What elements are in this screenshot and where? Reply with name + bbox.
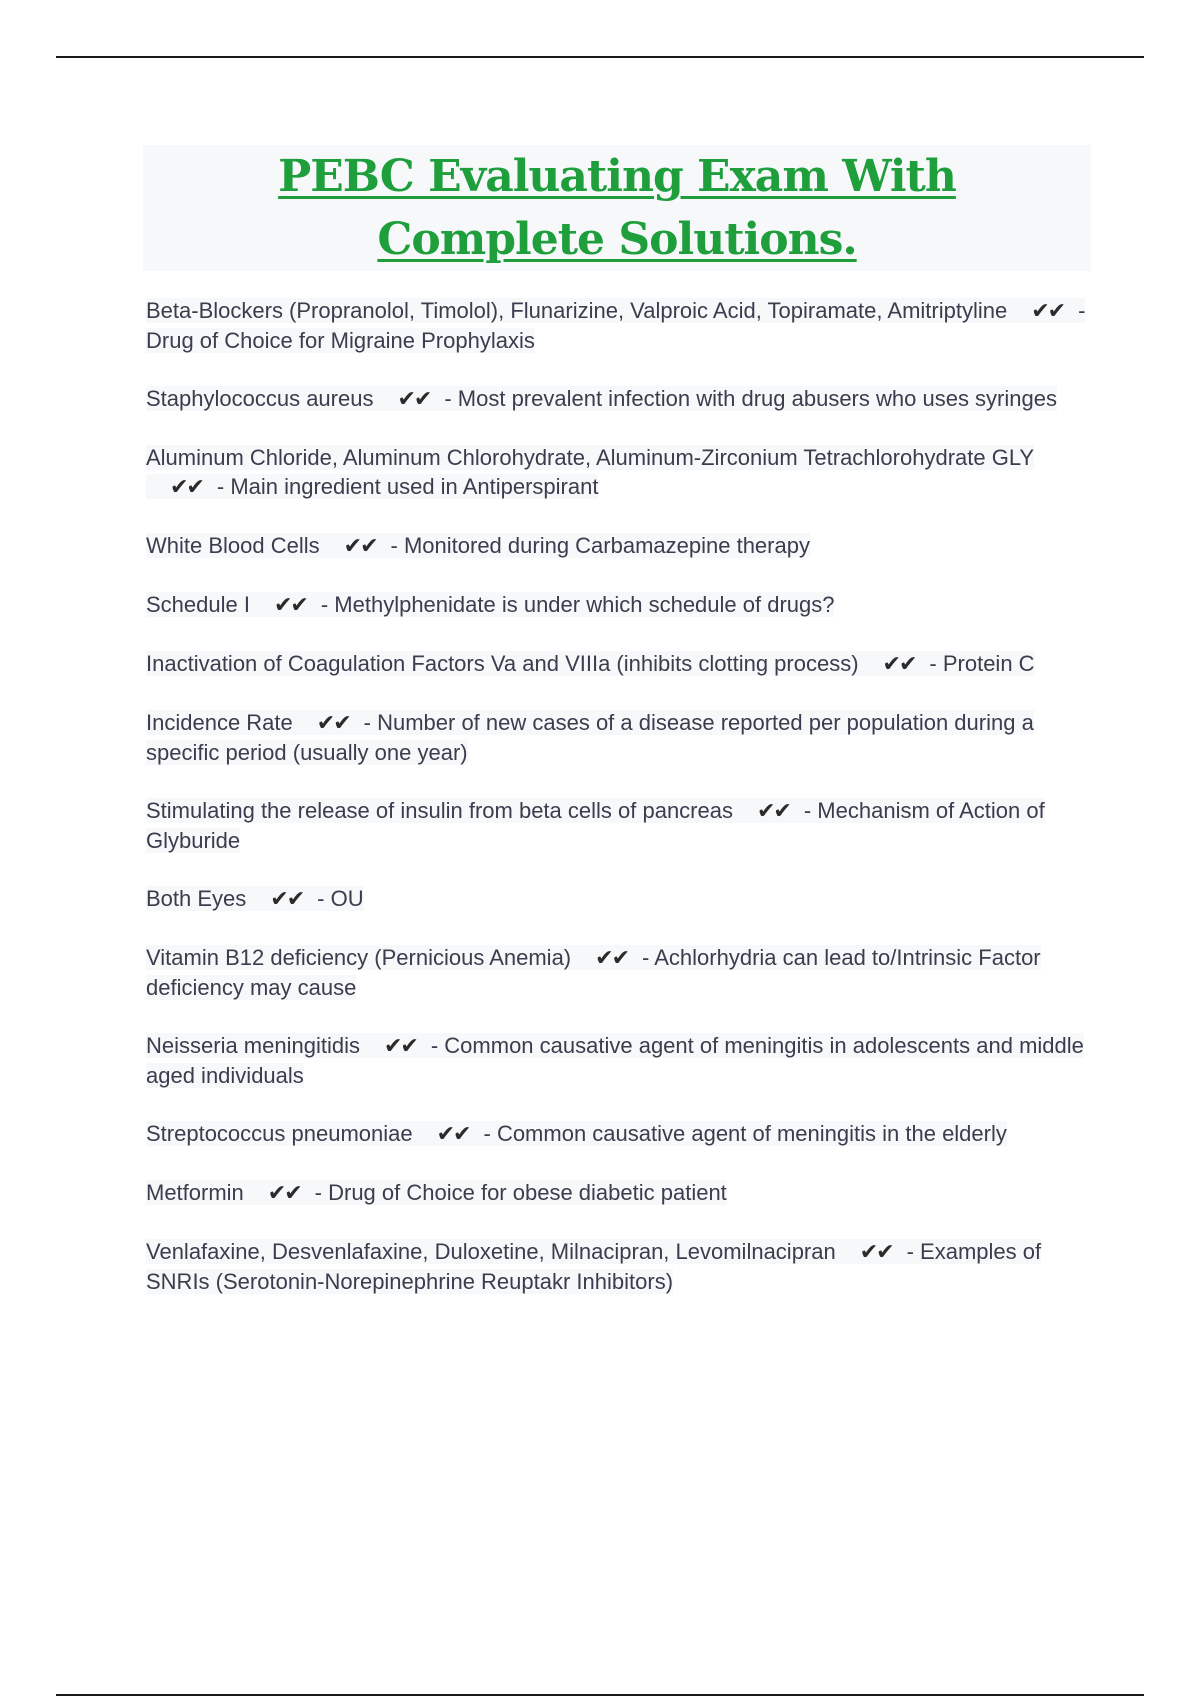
entry-term: Metformin	[146, 1180, 244, 1205]
entry-definition: - Number of new cases of a disease reported per population during a specific period (usually one year)	[146, 710, 1034, 765]
flashcard-entry	[146, 796, 1086, 855]
entry-term: Neisseria meningitidis	[146, 1033, 360, 1058]
entry-term: Streptococcus pneumoniae	[146, 1121, 413, 1146]
footer-rule	[56, 1694, 1144, 1696]
entry-term: Staphylococcus aureus	[146, 386, 374, 411]
title-line-2: Complete Solutions.	[377, 214, 857, 265]
entry-term: Schedule I	[146, 592, 250, 617]
entry-term: White Blood Cells	[146, 533, 320, 558]
double-check-icon: ✔✔	[859, 1240, 893, 1265]
flashcard-entry	[146, 443, 1086, 502]
double-check-icon: ✔✔	[383, 1034, 417, 1059]
double-check-icon: ✔✔	[756, 799, 790, 824]
flashcard-entry	[146, 296, 1086, 355]
entry-term: Stimulating the release of insulin from beta cells of pancreas	[146, 798, 733, 823]
double-check-icon: ✔✔	[882, 652, 916, 677]
double-check-icon: ✔✔	[316, 711, 350, 736]
flashcard-entry	[146, 708, 1086, 767]
double-check-icon: ✔✔	[343, 534, 377, 559]
entry-definition: - Common causative agent of meningitis in adolescents and middle aged individuals	[146, 1033, 1084, 1088]
double-check-icon: ✔✔	[267, 1181, 301, 1206]
flashcard-entry	[146, 531, 1086, 561]
entry-definition: - Mechanism of Action of Glyburide	[146, 798, 1045, 853]
flashcard-entry	[146, 1178, 1086, 1208]
entry-definition: - Examples of SNRIs (Serotonin-Norepinephrine Reuptakr Inhibitors)	[146, 1239, 1042, 1294]
flashcard-entry	[146, 1031, 1086, 1090]
flashcard-entry	[146, 384, 1086, 414]
entry-term: Aluminum Chloride, Aluminum Chlorohydrate, Aluminum-Zirconium Tetrachlorohydrate GLY	[146, 445, 1035, 470]
entry-definition: - Achlorhydria can lead to/Intrinsic Factor deficiency may cause	[146, 945, 1041, 1000]
flashcard-entry	[146, 1119, 1086, 1149]
entry-definition: - Drug of Choice for Migraine Prophylaxis	[146, 298, 1086, 353]
double-check-icon: ✔✔	[270, 887, 304, 912]
header-rule	[56, 56, 1144, 58]
page-title	[143, 145, 1091, 271]
entry-definition: - Protein C	[929, 651, 1035, 676]
flashcard-entry	[146, 1237, 1086, 1296]
entry-definition: - Main ingredient used in Antiperspirant	[216, 474, 599, 499]
entry-definition: - Methylphenidate is under which schedule of drugs?	[320, 592, 835, 617]
title-line-1: PEBC Evaluating Exam With	[278, 151, 956, 202]
entry-term: Venlafaxine, Desvenlafaxine, Duloxetine, Milnacipran, Levomilnacipran	[146, 1239, 836, 1264]
entry-term: Inactivation of Coagulation Factors Va and VIIIa (inhibits clotting process)	[146, 651, 859, 676]
double-check-icon: ✔✔	[1031, 299, 1065, 324]
entry-term: Incidence Rate	[146, 710, 293, 735]
entry-definition: - Most prevalent infection with drug abusers who uses syringes	[444, 386, 1057, 411]
entry-definition: - Common causative agent of meningitis in the elderly	[483, 1121, 1007, 1146]
double-check-icon: ✔✔	[436, 1122, 470, 1147]
flashcard-entry	[146, 884, 1086, 914]
flashcard-entry	[146, 649, 1086, 679]
double-check-icon: ✔✔	[595, 946, 629, 971]
entry-definition: - Monitored during Carbamazepine therapy	[390, 533, 810, 558]
entry-term: Vitamin B12 deficiency (Pernicious Anemia)	[146, 945, 572, 970]
entry-term: Beta-Blockers (Propranolol, Timolol), Flunarizine, Valproic Acid, Topiramate, Amitriptyline	[146, 298, 1008, 323]
entry-definition: - Drug of Choice for obese diabetic patient	[314, 1180, 727, 1205]
entry-term: Both Eyes	[146, 886, 247, 911]
flashcard-entry	[146, 590, 1086, 620]
title-block	[143, 145, 1091, 271]
double-check-icon: ✔✔	[273, 593, 307, 618]
double-check-icon: ✔✔	[170, 475, 203, 500]
flashcard-entry	[146, 943, 1086, 1002]
entry-definition: - OU	[317, 886, 364, 911]
double-check-icon: ✔✔	[397, 387, 431, 412]
flashcard-list	[146, 296, 1086, 1325]
